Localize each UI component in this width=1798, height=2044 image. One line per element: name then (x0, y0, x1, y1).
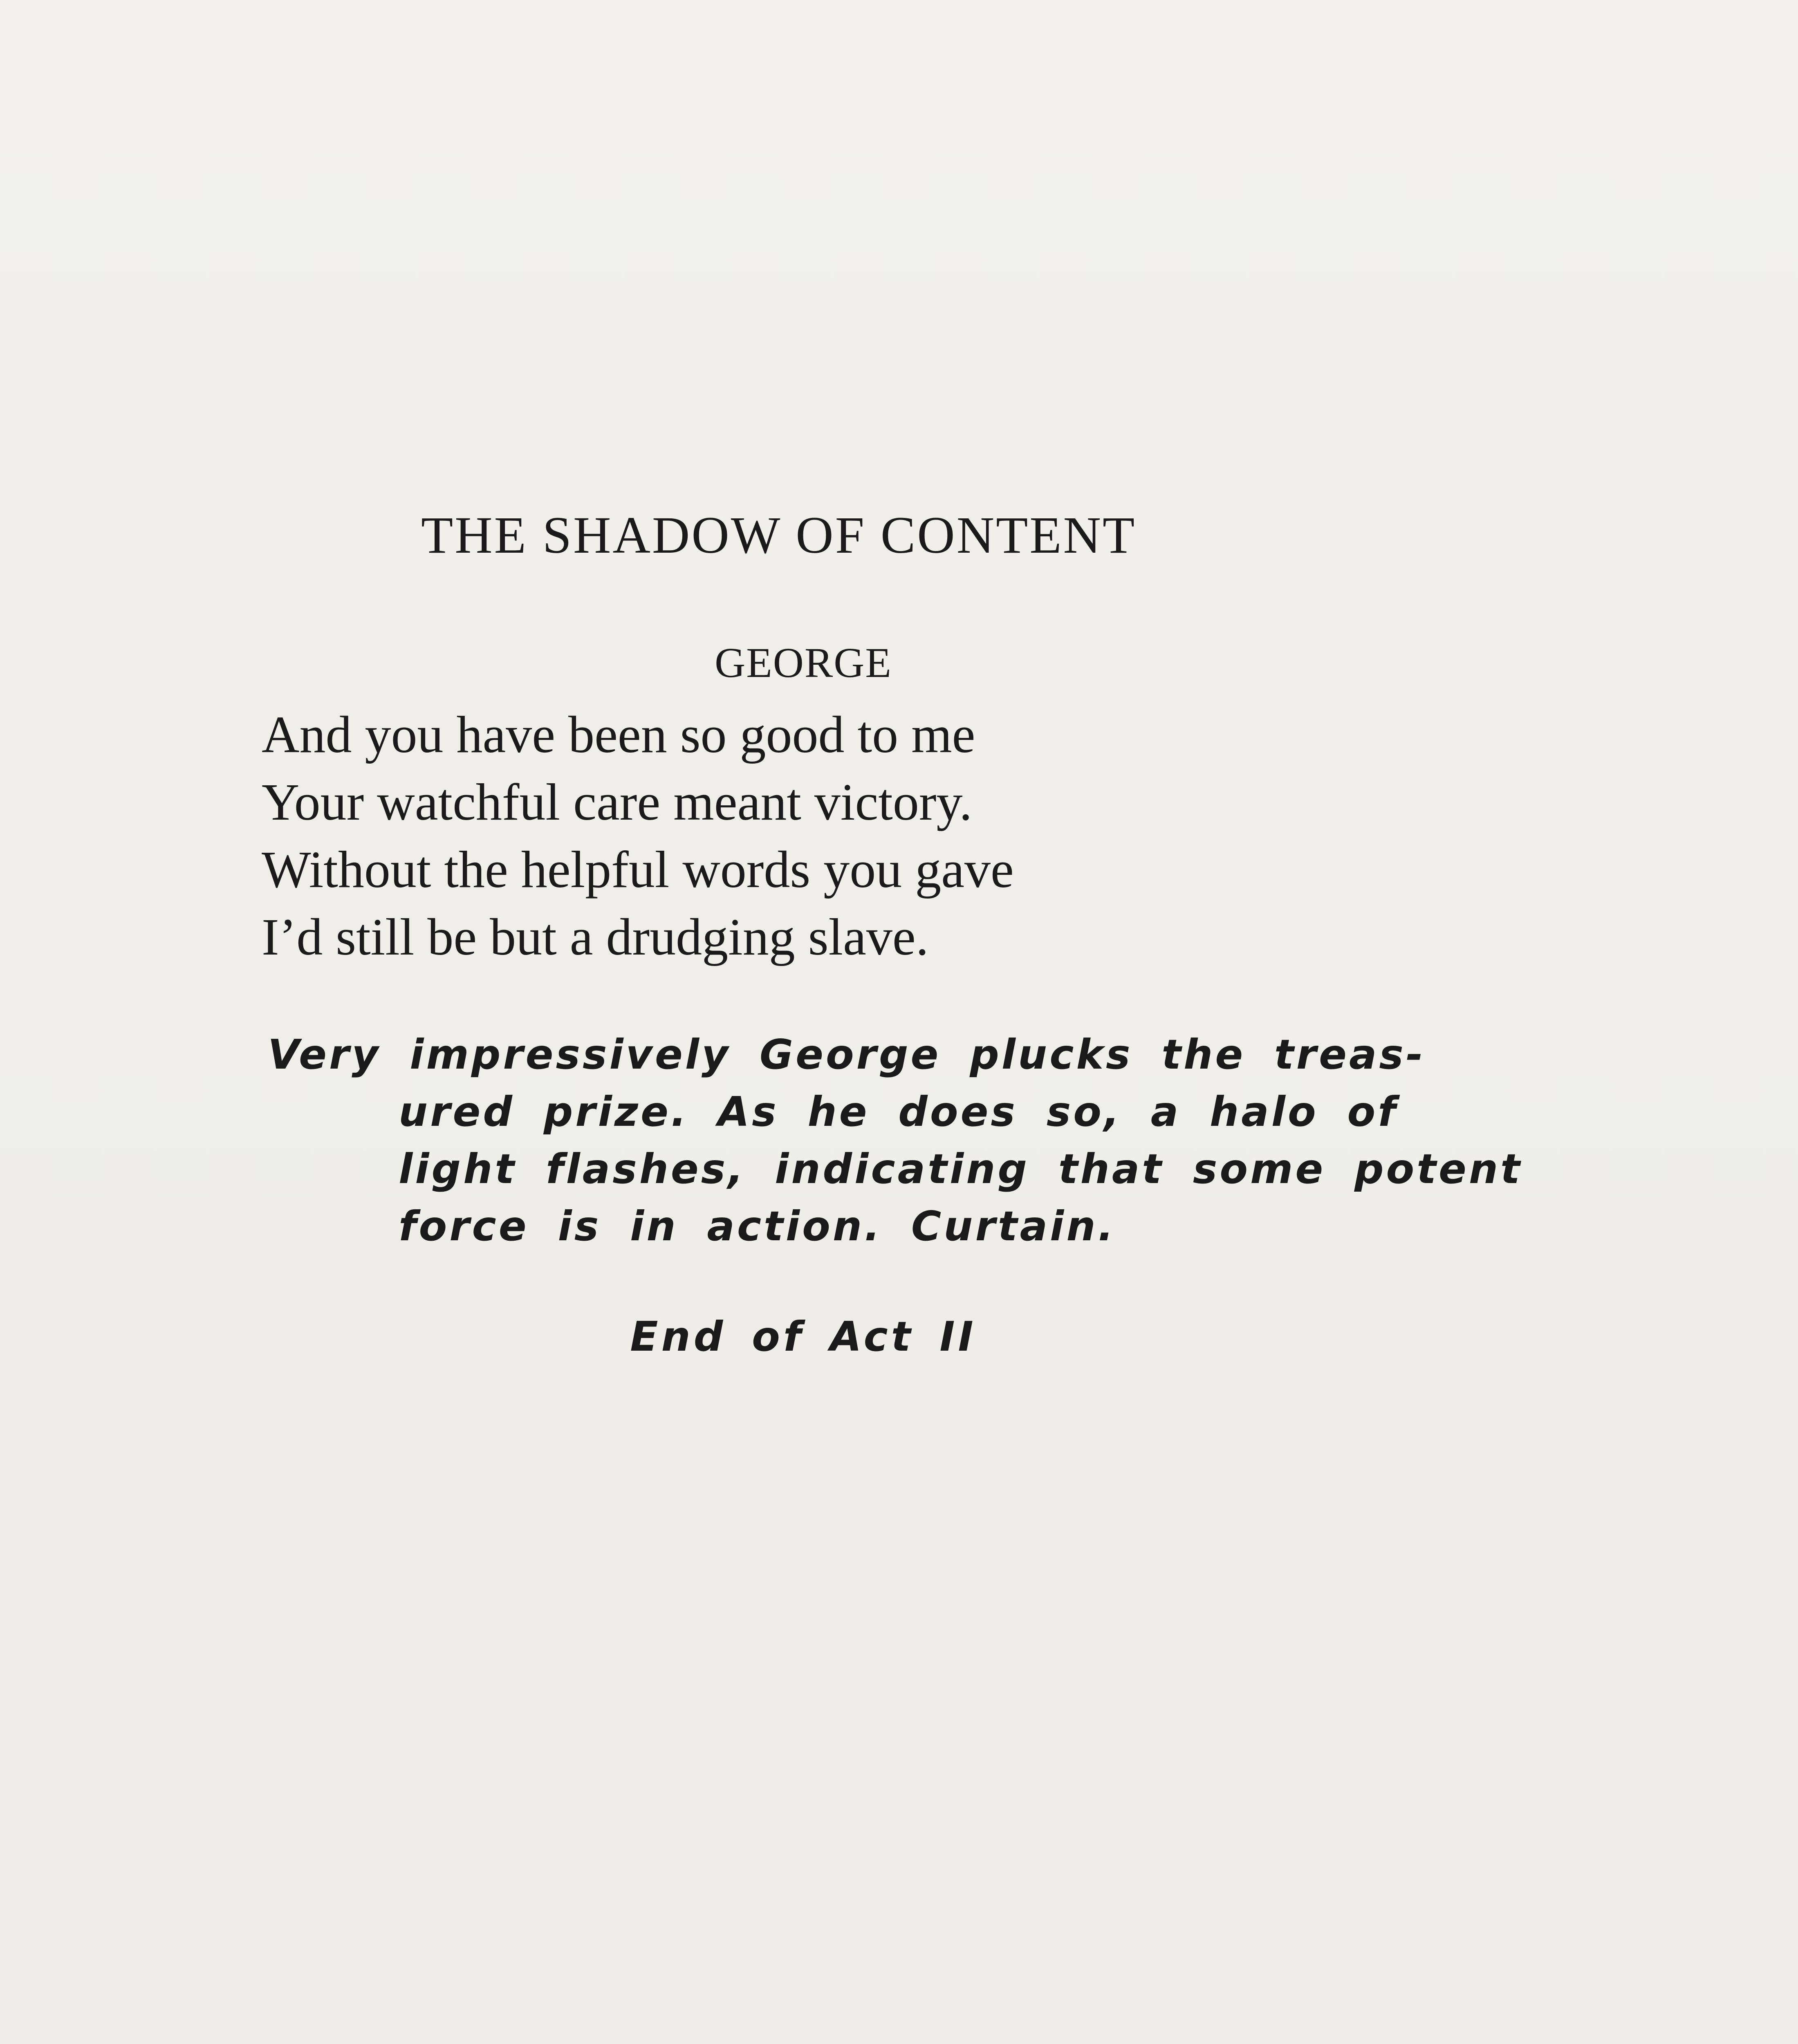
stage-direction-line: light flashes, indicating that some potent (399, 1145, 1522, 1193)
stage-direction-line: ured prize. As he does so, a halo of (399, 1088, 1398, 1136)
stage-direction (268, 1026, 1522, 1255)
verse-line: Your watchful care meant victory. (262, 773, 973, 831)
end-of-act-note: End of Act II (630, 1313, 977, 1360)
running-head: THE SHADOW OF CONTENT (421, 506, 1137, 564)
speaker-name: GEORGE (715, 639, 892, 686)
stage-direction-line: Very impressively George plucks the treas- (268, 1031, 1426, 1078)
verse-line: I’d still be but a drudging slave. (262, 908, 929, 966)
verse-line: And you have been so good to me (262, 706, 975, 764)
verse-line: Without the helpful words you gave (262, 840, 1014, 899)
verse-block (262, 701, 1014, 971)
stage-direction-line: force is in action. Curtain. (399, 1202, 1116, 1250)
